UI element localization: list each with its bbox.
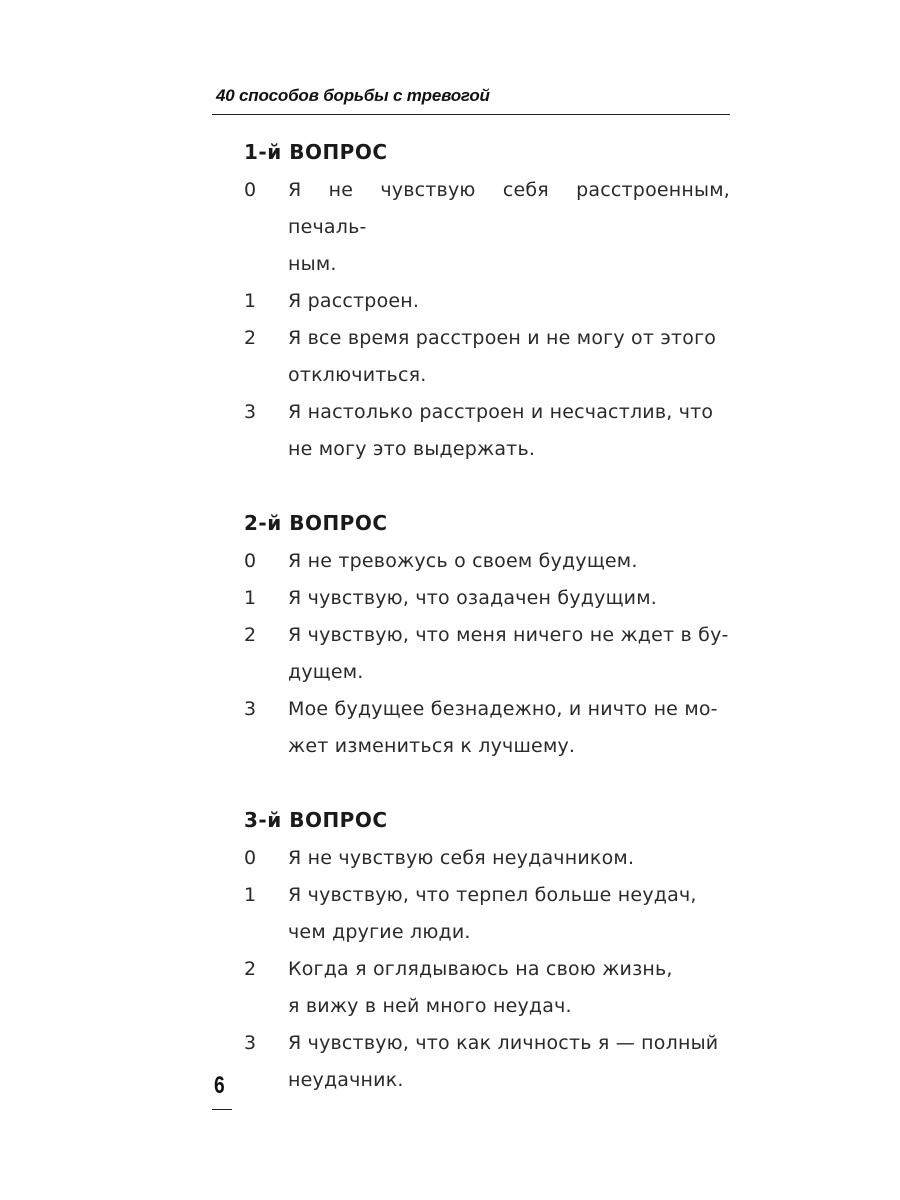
option-number: 1 [244,290,257,312]
option-number: 1 [244,884,257,906]
option-line: Я настолько расстроен и несчастлив, что [288,401,714,423]
option-line: жет измениться к лучшему. [288,735,576,757]
option-line: дущем. [288,661,364,683]
option-number: 3 [244,698,257,720]
option-line: Я чувствую, что озадачен будущим. [288,587,657,609]
option-number: 1 [244,587,257,609]
option-text [288,580,730,617]
answer-option [244,617,730,691]
answer-option [244,951,730,1025]
question-section-3 [244,802,730,1099]
option-line: Я не тревожусь о своем будущем. [288,550,638,572]
option-text [288,394,730,468]
option-number: 0 [244,179,257,201]
option-number: 0 [244,847,257,869]
option-line: не могу это выдержать. [288,438,536,460]
option-line: Мое будущее безнадежно, и ничто не мо- [288,698,718,720]
option-text [288,1025,730,1099]
question-section-1 [244,134,730,468]
option-number: 0 [244,550,257,572]
option-line: чем другие люди. [288,921,471,943]
answer-option [244,877,730,951]
running-title: 40 способов борьбы с тревогой [216,86,490,105]
answer-option [244,543,730,580]
answer-option [244,1025,730,1099]
header-divider [212,114,730,115]
option-number: 2 [244,327,257,349]
questionnaire [244,134,730,1136]
option-line: Когда я оглядываюсь на свою жизнь, [288,958,673,980]
option-text [288,840,730,877]
question-title: 3-й ВОПРОС [244,808,388,832]
question-section-2 [244,505,730,765]
answer-option [244,283,730,320]
option-line: Я чувствую, что как личность я — полный [288,1032,719,1054]
option-text [288,172,730,283]
option-number: 3 [244,1032,257,1054]
option-line: неудачник. [288,1069,404,1091]
option-line: Я не чувствую себя неудачником. [288,847,635,869]
option-text [288,320,730,394]
answer-option [244,840,730,877]
option-text [288,691,730,765]
option-text [288,951,730,1025]
option-text [288,877,730,951]
answer-option [244,580,730,617]
option-text [288,283,730,320]
option-line: Я расстроен. [288,290,420,312]
option-text [288,617,730,691]
question-title: 2-й ВОПРОС [244,511,388,535]
option-line: Я не чувствую себя расстроенным, печаль- [288,179,730,238]
footer-divider [212,1109,232,1110]
page-number: 6 [214,1072,225,1099]
option-number: 2 [244,958,257,980]
option-number: 2 [244,624,257,646]
option-line: Я чувствую, что терпел больше неудач, [288,884,697,906]
answer-option [244,394,730,468]
question-title: 1-й ВОПРОС [244,140,388,164]
option-number: 3 [244,401,257,423]
option-line: ным. [288,253,337,275]
option-line: отключиться. [288,364,427,386]
option-text [288,543,730,580]
option-line: Я все время расстроен и не могу от этого [288,327,717,349]
option-line: Я чувствую, что меня ничего не ждет в бу- [288,624,729,646]
option-line: я вижу в ней много неудач. [288,995,572,1017]
answer-option [244,320,730,394]
answer-option [244,691,730,765]
answer-option [244,172,730,283]
